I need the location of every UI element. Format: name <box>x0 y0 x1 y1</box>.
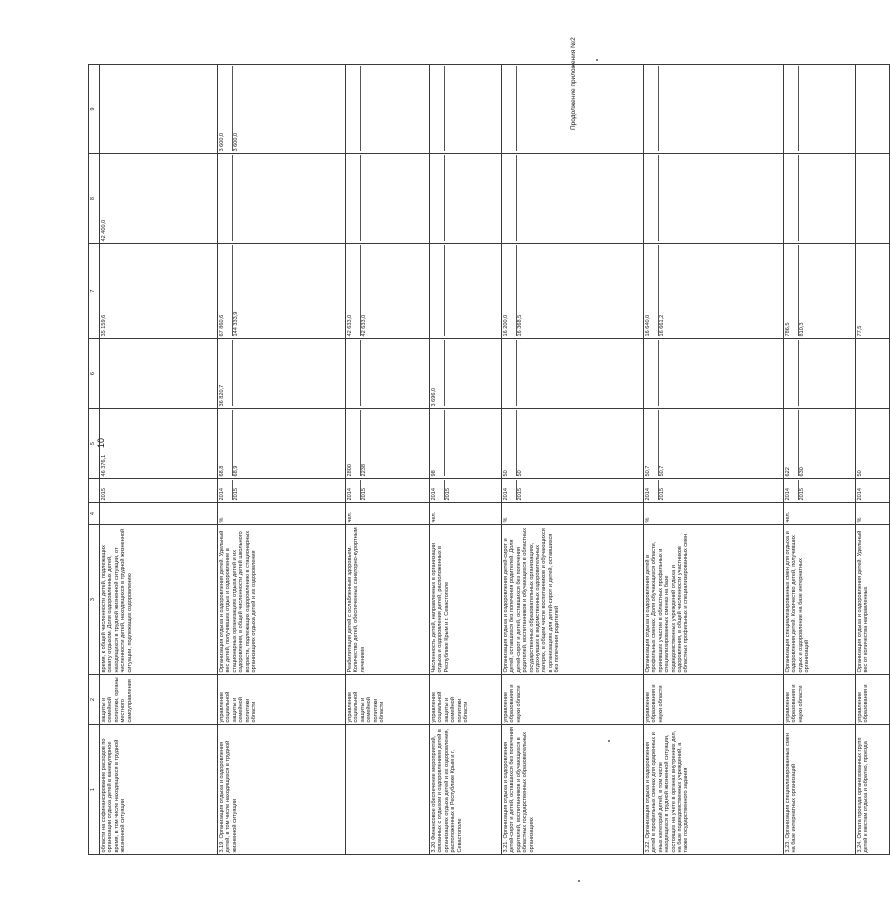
sub-value <box>361 156 374 242</box>
header-row <box>89 65 100 855</box>
sub-value <box>785 67 799 152</box>
cell-executor: управление социальной защиты и семейной политики области <box>218 675 346 725</box>
cell-measure: 3.23. Организация специализированных смен на базе интернатных организаций <box>784 725 856 855</box>
cell-year <box>856 479 890 503</box>
cell-col-9 <box>784 65 856 154</box>
sub-value <box>799 341 812 407</box>
cell-indicator: Организация специализированных смен для отдыха и оздоровления детей. Количество детей, получивших отдых и оздоровление на базе интернатных организаций <box>784 525 856 675</box>
table-row <box>856 65 890 855</box>
sub-value <box>857 156 870 242</box>
sub-value <box>857 67 870 152</box>
cell-col-6 <box>346 339 430 409</box>
sub-value: 2015 <box>659 488 665 501</box>
cell-col-5 <box>100 409 218 479</box>
sub-value: 77,5 <box>857 325 863 337</box>
sub-value <box>517 156 530 242</box>
cell-col-8 <box>856 154 890 244</box>
cell-measure: 3.22. Организация отдыха и оздоровления детей в профильных сменах для одаренных и иных категорий детей, в том числе находящихся в трудной жизненной ситуации, состоящих на учете в органах внутренних дел, на базе подведомственных учреждений, а также государственного задания <box>644 725 784 855</box>
sub-value: 2800 <box>347 411 361 477</box>
sub-value <box>503 341 517 407</box>
sub-value <box>799 156 812 242</box>
cell-year <box>502 479 644 503</box>
sub-value: 2238 <box>361 464 367 477</box>
cell-col-9 <box>856 65 890 154</box>
col-header-year <box>89 479 100 503</box>
table-row <box>430 65 502 855</box>
cell-executor: управление образования и <box>856 675 890 725</box>
cell-year <box>100 479 218 503</box>
sub-value: 144 333,9 <box>233 311 239 337</box>
cell-col-9 <box>644 65 784 154</box>
col-header-8: 8 <box>89 154 100 244</box>
sub-value <box>445 67 458 152</box>
sub-value <box>645 341 659 407</box>
scan-speck <box>608 740 610 742</box>
sub-value: 2015 <box>233 488 239 501</box>
sub-value <box>645 67 659 152</box>
sub-value: 2015 <box>361 488 367 501</box>
cell-executor: управление образования и науки области <box>502 675 644 725</box>
cell-indicator: Численность детей, направленных в организации отдыха и оздоровления детей, расположенных в Республике Крым и г. Севастополе <box>430 525 502 675</box>
sub-value <box>645 156 659 242</box>
sub-value: 16 640,0 <box>645 246 659 337</box>
cell-col-5 <box>502 409 644 479</box>
cell-measure: области на софинансирование расходов по организации отдыха детей в каникулярное время, в том числе находящихся в трудной жизненной ситуации <box>100 725 218 855</box>
cell-measure: 3.24. Оплата проезда организованных групп детей к местам отдыха и обратно, проезда <box>856 725 890 855</box>
sub-value: 810,3 <box>799 322 805 337</box>
cell-col-5 <box>644 409 784 479</box>
sub-value: 50 <box>517 470 523 477</box>
table-row <box>218 65 346 855</box>
col-header-3: 3 <box>89 525 100 675</box>
col-header-1: 1 <box>89 725 100 855</box>
cell-year <box>346 479 430 503</box>
sub-value: 42 633,0 <box>361 314 367 337</box>
sub-value <box>659 156 672 242</box>
cell-unit: % <box>644 503 784 525</box>
cell-indicator: Организация отдыха и оздоровления детей. Удельный вес детей, получивших отдых и оздоровление в стационарных организациях отдыха детей и их оздоровления, в общей численности детей школьного возраста, подлежащих оздоровлению в стационарных организациях отдыха детей и их оздоровления <box>218 525 346 675</box>
cell-col-6 <box>430 339 502 409</box>
sub-value: 68,9 <box>233 465 239 477</box>
cell-executor: защиты и семейной политики, органы местного самоуправления <box>100 675 218 725</box>
sub-value: 35 159,6 <box>101 314 107 337</box>
cell-executor: управление социальной защиты и семейной политики области <box>346 675 430 725</box>
sub-value <box>503 156 517 242</box>
sub-value <box>659 67 672 152</box>
cell-year <box>784 479 856 503</box>
sub-value <box>785 156 799 242</box>
cell-col-9 <box>502 65 644 154</box>
sub-value: 622 <box>785 411 799 477</box>
cell-measure: 3.20 Финансовое обеспечение мероприятий, связанных с отдыхом и оздоровлением детей в организациях отдыха детей и их оздоровления, расположенных в Республике Крым и г. Севастополе <box>430 725 502 855</box>
cell-col-5 <box>784 409 856 479</box>
cell-col-8 <box>784 154 856 244</box>
sub-value: 16 368,5 <box>517 314 523 337</box>
cell-indicator: Организация отдыха и оздоровления детей. Удельный вес от количества направленных <box>856 525 890 675</box>
cell-executor: управление образования и науки области <box>784 675 856 725</box>
cell-col-8 <box>644 154 784 244</box>
sub-value <box>785 341 799 407</box>
sub-value: 16 661,2 <box>659 314 665 337</box>
sub-value: 50 <box>857 470 863 477</box>
sub-value: 2014 <box>857 488 863 501</box>
cell-col-7 <box>502 244 644 339</box>
col-header-4: 4 <box>89 503 100 525</box>
sub-value <box>361 67 374 152</box>
col-header-7: 7 <box>89 244 100 339</box>
cell-col-9 <box>346 65 430 154</box>
sub-value: 3 600,0 <box>219 67 233 152</box>
col-header-9: 9 <box>89 65 100 154</box>
cell-col-7 <box>644 244 784 339</box>
cell-unit <box>100 503 218 525</box>
sub-value <box>101 67 114 152</box>
sub-value <box>857 341 870 407</box>
cell-col-8 <box>346 154 430 244</box>
sub-value: 2014 <box>503 481 517 501</box>
sub-value <box>347 67 361 152</box>
sub-value: 50,7 <box>659 465 665 477</box>
sub-value: 2015 <box>101 488 107 501</box>
sub-value <box>517 67 530 152</box>
sub-value: 42 400,0 <box>101 219 107 242</box>
sub-value <box>445 156 458 242</box>
table-body <box>100 65 890 855</box>
sub-value: 786,5 <box>785 246 799 337</box>
cell-col-7 <box>856 244 890 339</box>
cell-col-6 <box>100 339 218 409</box>
sub-value: 98 <box>431 411 445 477</box>
col-header-2: 2 <box>89 675 100 725</box>
sub-value: 50,7 <box>645 411 659 477</box>
cell-measure: 3.19. Организация отдыха и оздоровления детей, в том числе находящихся в трудной жизненной ситуации <box>218 725 346 855</box>
sub-value <box>219 156 233 242</box>
sub-value <box>361 341 374 407</box>
cell-year <box>430 479 502 503</box>
sub-value <box>347 341 361 407</box>
cell-year <box>218 479 346 503</box>
cell-col-5 <box>346 409 430 479</box>
cell-unit: чел. <box>784 503 856 525</box>
sub-value: 3 696,0 <box>431 341 445 407</box>
cell-col-7 <box>430 244 502 339</box>
sub-value: 16 200,0 <box>503 246 517 337</box>
sub-value: 3 600,0 <box>233 132 239 152</box>
cell-col-8 <box>502 154 644 244</box>
continuation-header: Продолжение приложения №2 <box>570 37 577 130</box>
cell-unit: чел. <box>430 503 502 525</box>
cell-col-7 <box>100 244 218 339</box>
sub-value <box>517 341 530 407</box>
sub-value <box>799 67 812 152</box>
sub-value: 2014 <box>347 481 361 501</box>
cell-executor: управление образования и науки области <box>644 675 784 725</box>
sub-value: 2015 <box>445 488 451 501</box>
cell-unit: % <box>218 503 346 525</box>
sub-value: 2014 <box>785 481 799 501</box>
cell-measure <box>346 725 430 855</box>
col-header-5: 5 <box>89 409 100 479</box>
cell-col-6 <box>644 339 784 409</box>
sub-value: 2014 <box>219 481 233 501</box>
cell-unit: % <box>856 503 890 525</box>
cell-indicator: время, к общей численности детей, подлежащих охвату отдыхом. Доля оздоровленных детей, находящихся в трудной жизненной ситуации, от численности детей, находящихся в трудной жизненной ситуации, подлежащих оздоровлению <box>100 525 218 675</box>
cell-col-5 <box>430 409 502 479</box>
cell-indicator: Организация отдыха и оздоровления детей-сирот и детей, оставшихся без попечения родителей. Доля детей-сирот и детей, оставшихся без попечения родителей, воспитанников и обучающихся в областных государственных образовательных организациях, отдохнувших в ведомственных оздоровительных лагерях, в общем числе воспитанников и обучающихся в организациях для детей-сирот и детей, оставшихся без попечения родителей <box>502 525 644 675</box>
sub-value: 68,8 <box>219 411 233 477</box>
sub-value <box>101 341 114 407</box>
sub-value: 36 820,7 <box>219 341 233 407</box>
cell-unit: % <box>502 503 644 525</box>
cell-col-7 <box>346 244 430 339</box>
cell-col-6 <box>784 339 856 409</box>
cell-indicator: Реабилитация детей с ослабленным здоровьем. Количество детей, обеспеченных санаторно-курортным лечением <box>346 525 430 675</box>
sub-value <box>431 246 445 337</box>
sub-value: 46 376,1 <box>101 454 107 477</box>
sub-value <box>233 156 246 242</box>
cell-col-8 <box>218 154 346 244</box>
table-row <box>100 65 218 855</box>
cell-col-7 <box>218 244 346 339</box>
sub-value: 50 <box>503 411 517 477</box>
sub-value: 42 633,0 <box>347 246 361 337</box>
sub-value <box>431 67 445 152</box>
cell-indicator: Организация отдыха и оздоровления детей в профильных сменах. Доля обучающихся области, принявших участие в областных профильных и специализированных сменах на базе подведомственных учреждений отдыха и оздоровления, в общей численности участников областных профильных и специализированных смен <box>644 525 784 675</box>
sub-value <box>445 341 458 407</box>
cell-measure: 3.21. Организация отдыха и оздоровления детей-сирот и детей, оставшихся без попечения родителей, воспитанников и обучающихся в областных государственных образовательных организациях <box>502 725 644 855</box>
cell-col-9 <box>100 65 218 154</box>
scan-speck <box>596 59 598 61</box>
cell-col-7 <box>784 244 856 339</box>
cell-col-6 <box>856 339 890 409</box>
cell-col-9 <box>218 65 346 154</box>
cell-col-8 <box>100 154 218 244</box>
sub-value: 630 <box>799 467 805 477</box>
table-row <box>784 65 856 855</box>
cell-executor: управление социальной защиты и семейной политики области <box>430 675 502 725</box>
sub-value: 2014 <box>431 481 445 501</box>
sub-value <box>233 341 246 407</box>
cell-col-8 <box>430 154 502 244</box>
sub-value: 2015 <box>517 488 523 501</box>
cell-year <box>644 479 784 503</box>
col-header-6: 6 <box>89 339 100 409</box>
cell-col-9 <box>430 65 502 154</box>
page-number: 10 <box>96 438 106 449</box>
cell-unit: чел. <box>346 503 430 525</box>
table-row <box>644 65 784 855</box>
sub-value: 2015 <box>799 488 805 501</box>
sub-value <box>503 67 517 152</box>
cell-col-6 <box>218 339 346 409</box>
cell-col-5 <box>218 409 346 479</box>
sub-value <box>347 156 361 242</box>
sub-value <box>431 156 445 242</box>
sub-value <box>659 341 672 407</box>
program-table <box>88 64 890 855</box>
cell-col-6 <box>502 339 644 409</box>
sub-value <box>445 411 458 477</box>
table-row <box>502 65 644 855</box>
table-row <box>346 65 430 855</box>
sub-value <box>445 246 458 337</box>
scan-speck <box>578 880 580 882</box>
cell-col-5 <box>856 409 890 479</box>
sub-value: 67 860,6 <box>219 246 233 337</box>
rotated-table-container <box>88 65 870 855</box>
sub-value: 2014 <box>645 481 659 501</box>
